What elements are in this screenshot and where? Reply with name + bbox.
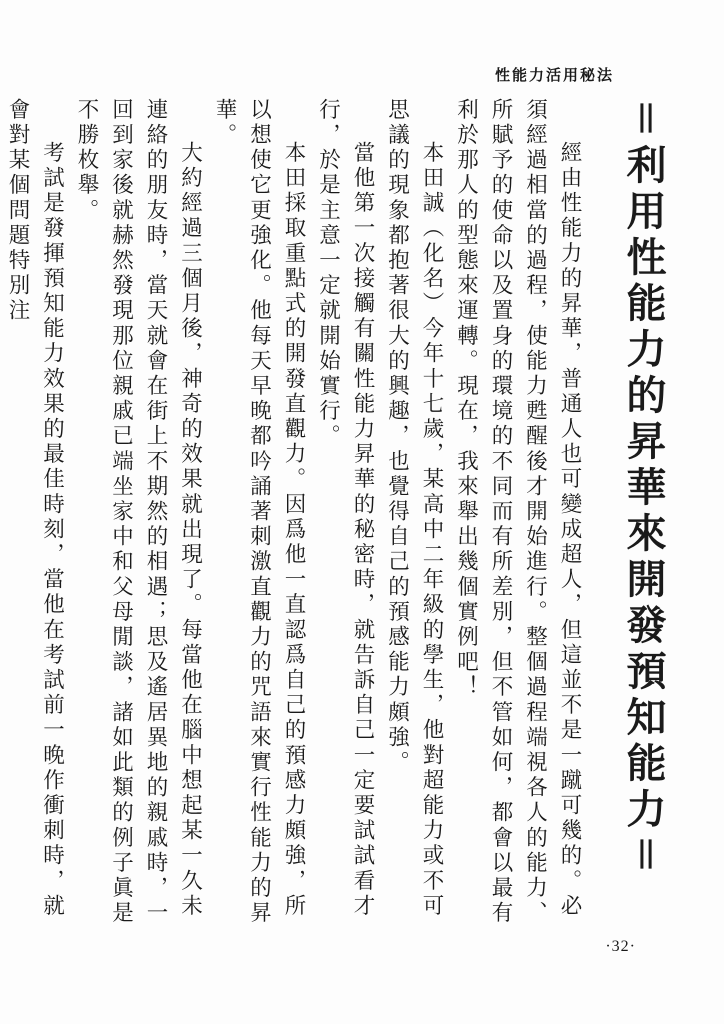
paragraph-3: 當他第一次接觸有關性能力昇華的秘密時，就告訴自己一定要試試看才行，於是主意一定就開始實行。 [315,98,375,920]
paragraph-2: 本田誠（化名）今年十七歲，某高中二年級的學生，他對超能力或不可思議的現象都抱著很大的興趣，也覺得自己的預感能力頗強。 [384,98,444,920]
vertical-text-body [0,98,672,938]
chapter-title: ＝利用性能力的昇華來開發預知能力＝ [620,98,666,880]
page-number: ·32· [605,938,636,955]
paragraph-4: 本田採取重點式的開發直觀力。因爲他一直認爲自己的預感力頗強，所以想使它更強化。他每天早晚都吟誦著刺激直觀力的咒語來實行性能力的昇華。 [212,98,306,927]
paragraph-6: 考試是發揮預知能力效果的最佳時刻，當他在考試前一晚作衝刺時，就會對某個問題特別注 [5,98,65,920]
running-header: 性能力活用秘法 [494,66,614,84]
paragraph-5: 大約經過三個月後，神奇的效果就出現了。每當他在腦中想起某一久未連絡的朋友時，當天就會在街上不期然的相遇；思及遙居異地的親戚時，一回到家後就赫然發現那位親戚已端坐家中和父母閒談，諸如此類的例子眞是不勝枚舉。 [74,98,203,927]
paragraph-1: 經由性能力的昇華，普通人也可變成超人，但這並不是一蹴可幾的。必須經過相當的過程，使能力甦醒後才開始進行。整個過程端視各人的能力、所賦予的使命以及置身的環境的不同而有所差別，但不管如何，都會以最有利於那人的型態來運轉。現在，我來舉出幾個實例吧！ [453,98,582,927]
